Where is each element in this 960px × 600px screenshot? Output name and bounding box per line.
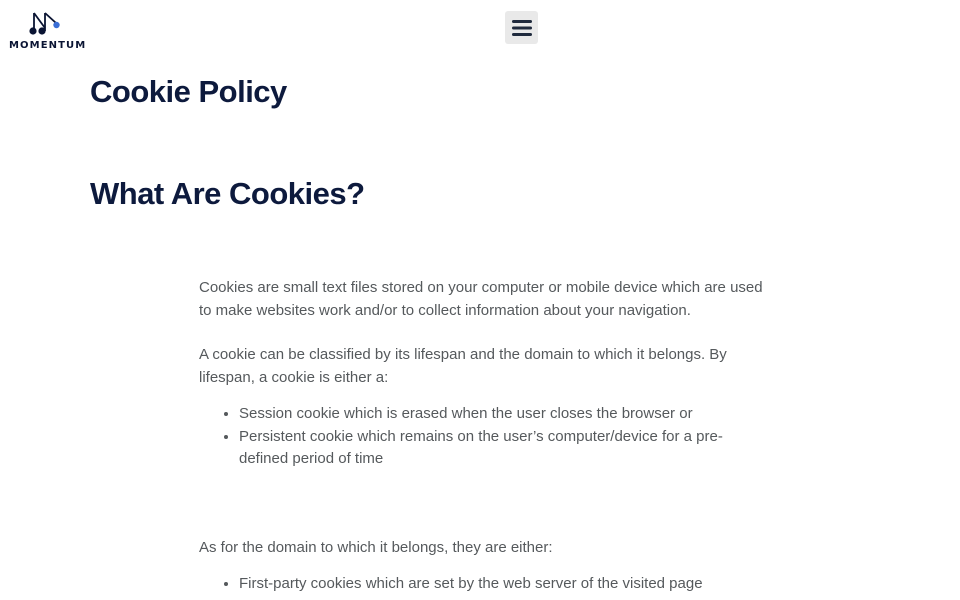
site-header: [0, 0, 960, 56]
hamburger-menu-icon: [512, 20, 532, 36]
lifespan-list: [199, 403, 769, 471]
momentum-logo[interactable]: [9, 10, 87, 52]
page-title: Cookie Policy: [90, 74, 287, 109]
logo-mark-icon: [29, 10, 63, 38]
logo-text: MOMENTUM: [9, 40, 87, 51]
policy-content: [199, 277, 769, 596]
list-item: • Persistent cookie which remains on the user’s computer/device for a pre-defined period of time: [239, 426, 769, 471]
menu-toggle-button[interactable]: [505, 11, 538, 44]
domain-list: [199, 573, 769, 596]
list-item: • First-party cookies which are set by the web server of the visited page: [239, 573, 769, 596]
section-heading: What Are Cookies?: [90, 176, 365, 211]
paragraph-domain-intro: As for the domain to which it belongs, they are either:: [199, 538, 553, 556]
list-item: • Session cookie which is erased when the user closes the browser or: [239, 403, 769, 426]
paragraph-lifespan-intro: A cookie can be classified by its lifespan and the domain to which it belongs. By lifespan, a cookie is either a:: [199, 346, 727, 386]
paragraph-cookies-definition: Cookies are small text files stored on your computer or mobile device which are used to make websites work and/or to collect information about your navigation.: [199, 279, 763, 319]
